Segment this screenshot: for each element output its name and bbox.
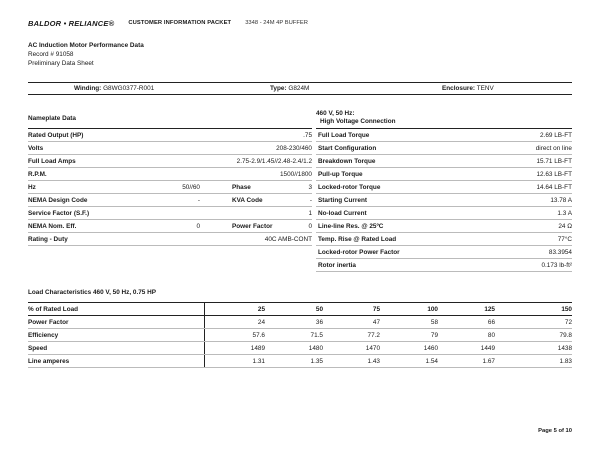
- load-table-title: Load Characteristics 460 V, 50 Hz, 0.75 HP: [28, 289, 156, 296]
- row-value: 2.69 LB-FT: [540, 132, 572, 139]
- performance-heading-line2: High Voltage Connection: [320, 118, 396, 125]
- row-label: Pull-up Torque: [318, 171, 363, 178]
- row-label: Rating - Duty: [28, 236, 68, 243]
- table-row: [28, 129, 312, 142]
- row-label: Full Load Amps: [28, 158, 76, 165]
- row-value: 40C AMB-CONT: [264, 236, 312, 243]
- row-label: No-load Current: [318, 210, 367, 217]
- cell-value: 58: [430, 319, 438, 326]
- row-label: Locked-rotor Power Factor: [318, 249, 400, 256]
- row-mid-label: Phase: [232, 184, 251, 191]
- column-header: 75: [372, 306, 380, 313]
- cell-value: 72: [564, 319, 572, 326]
- cell-value: 77.2: [367, 332, 380, 339]
- row-label: Starting Current: [318, 197, 367, 204]
- performance-table: [316, 108, 572, 272]
- table-row: [316, 259, 572, 272]
- row-value: 2.75-2.9/1.45//2.48-2.4/1.2: [236, 158, 312, 165]
- row-label: Start Configuration: [318, 145, 377, 152]
- row-mid-label: KVA Code: [232, 197, 263, 204]
- table-row: [28, 181, 312, 194]
- cell-value: 47: [372, 319, 380, 326]
- cell-value: 66: [487, 319, 495, 326]
- table-row: [28, 355, 572, 368]
- table-row: [316, 220, 572, 233]
- row-value: direct on line: [535, 145, 572, 152]
- packet-title: CUSTOMER INFORMATION PACKET: [128, 20, 232, 26]
- cell-value: 36: [315, 319, 323, 326]
- document-intro: [28, 41, 144, 68]
- row-label: Volts: [28, 145, 44, 152]
- row-value: 208-230/460: [276, 145, 312, 152]
- column-header: 150: [561, 306, 572, 313]
- table-row: [316, 246, 572, 259]
- column-header: 125: [484, 306, 495, 313]
- performance-heading-line1: 460 V, 50 Hz:: [316, 110, 355, 117]
- row-value: 77°C: [557, 236, 572, 243]
- table-row: [316, 168, 572, 181]
- document-title: AC Induction Motor Performance Data: [28, 42, 144, 49]
- row-label: Locked-rotor Torque: [318, 184, 381, 191]
- sheet-status: Preliminary Data Sheet: [28, 60, 94, 67]
- page-header: [28, 18, 308, 28]
- table-row: [316, 155, 572, 168]
- table-row: [28, 194, 312, 207]
- cell-value: 24: [257, 319, 265, 326]
- cell-value: 71.5: [310, 332, 323, 339]
- table-row: [28, 168, 312, 181]
- row-value: 0: [308, 223, 312, 230]
- nameplate-table: [28, 108, 312, 246]
- cell-value: 79.8: [559, 332, 572, 339]
- table-row: [316, 181, 572, 194]
- cell-value: 1.35: [310, 358, 323, 365]
- cell-value: 1460: [423, 345, 438, 352]
- cell-value: 1470: [365, 345, 380, 352]
- cell-value: 57.6: [252, 332, 265, 339]
- table-row: [316, 142, 572, 155]
- row-value: 1: [308, 210, 312, 217]
- table-row: [28, 329, 572, 342]
- load-table: [28, 302, 572, 368]
- row-value: 12.63 LB-FT: [536, 171, 572, 178]
- row-label: Power Factor: [28, 319, 69, 326]
- row-label: Rotor inertia: [318, 262, 356, 269]
- row-value: 13.78 A: [550, 197, 572, 204]
- row-value: 0.173 lb-ft²: [541, 262, 572, 269]
- header-label: % of Rated Load: [28, 306, 79, 313]
- table-row: [28, 220, 312, 233]
- performance-heading: [316, 108, 572, 129]
- table-row: [316, 207, 572, 220]
- row-label: Hz: [28, 184, 36, 191]
- cell-value: 1480: [308, 345, 323, 352]
- column-header: 50: [315, 306, 323, 313]
- row-label: Line amperes: [28, 358, 70, 365]
- cell-value: 1489: [250, 345, 265, 352]
- row-label: Line-line Res. @ 25ºC: [318, 223, 384, 230]
- cell-value: 1.54: [425, 358, 438, 365]
- row-value: 3: [308, 184, 312, 191]
- winding-value: G8WG0377-R001: [103, 85, 155, 92]
- table-row: [316, 129, 572, 142]
- row-label: Service Factor (S.F.): [28, 210, 90, 217]
- column-header: 100: [427, 306, 438, 313]
- table-row: [28, 233, 312, 246]
- table-row: [28, 316, 572, 329]
- row-mid-value: 0: [196, 223, 200, 230]
- table-row: [316, 233, 572, 246]
- cell-value: 1.31: [252, 358, 265, 365]
- row-value: .75: [303, 132, 312, 139]
- table-row: [28, 342, 572, 355]
- cell-value: 79: [430, 332, 438, 339]
- enclosure-value: TENV: [476, 85, 494, 92]
- column-header: 25: [257, 306, 265, 313]
- row-value: 1.3 A: [557, 210, 572, 217]
- table-row: [28, 142, 312, 155]
- row-label: Temp. Rise @ Rated Load: [318, 236, 397, 243]
- summary-bar: [28, 82, 572, 95]
- cell-value: 1.83: [559, 358, 572, 365]
- row-label: R.P.M.: [28, 171, 47, 178]
- row-value: -: [309, 197, 312, 204]
- type-label: Type:: [270, 85, 287, 92]
- row-label: NEMA Nom. Eff.: [28, 223, 77, 230]
- table-header-row: [28, 303, 572, 316]
- row-label: NEMA Design Code: [28, 197, 88, 204]
- row-value: 14.64 LB-FT: [536, 184, 572, 191]
- cell-value: 1449: [480, 345, 495, 352]
- table-row: [28, 207, 312, 220]
- row-value: 1500//1800: [280, 171, 312, 178]
- row-mid-label: Power Factor: [232, 223, 273, 230]
- row-label: Breakdown Torque: [318, 158, 376, 165]
- row-mid-value: -: [197, 197, 200, 204]
- row-value: 24 Ω: [558, 223, 572, 230]
- row-label: Full Load Torque: [318, 132, 370, 139]
- brand-logo: BALDOR • RELIANCE®: [28, 18, 115, 28]
- cell-value: 80: [487, 332, 495, 339]
- record-number: Record # 91058: [28, 51, 74, 58]
- packet-subtitle: 3348 - 24M 4P BUFFER: [245, 20, 308, 26]
- row-value: 15.71 LB-FT: [536, 158, 572, 165]
- row-label: Efficiency: [28, 332, 59, 339]
- cell-value: 1.43: [367, 358, 380, 365]
- row-value: 83.3954: [548, 249, 572, 256]
- winding-label: Winding:: [74, 85, 102, 92]
- row-mid-value: 50//60: [182, 184, 200, 191]
- type-value: G824M: [288, 85, 310, 92]
- table-row: [28, 155, 312, 168]
- page-number: Page 5 of 10: [538, 428, 572, 434]
- row-label: Rated Output (HP): [28, 132, 84, 139]
- table-row: [316, 194, 572, 207]
- nameplate-heading: Nameplate Data: [28, 108, 312, 129]
- enclosure-label: Enclosure:: [442, 85, 476, 92]
- cell-value: 1.67: [482, 358, 495, 365]
- row-label: Speed: [28, 345, 48, 352]
- cell-value: 1438: [557, 345, 572, 352]
